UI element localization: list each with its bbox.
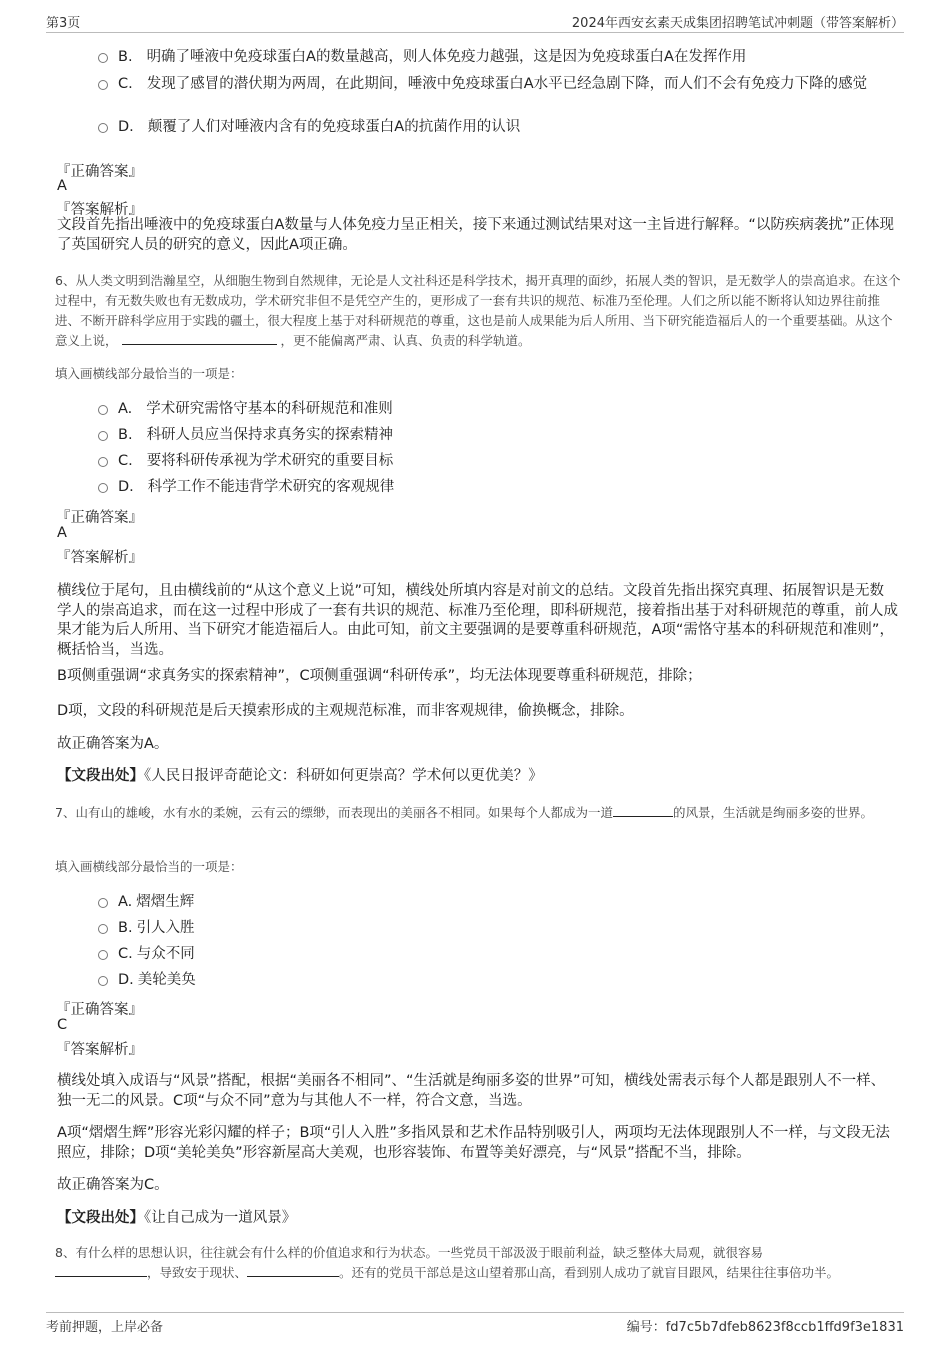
q7-answer-label: 『正确答案』 (56, 1002, 143, 1018)
q7-option-b[interactable]: B. 引人入胜 (98, 917, 900, 939)
q7-option-d[interactable]: D. 美轮美奂 (98, 969, 900, 991)
document-id: 编号：fd7c5b7dfeb8623f8ccb1ffd9f3e1831 (626, 1320, 904, 1335)
q5-option-c[interactable]: C. 发现了感冒的潜伏期为两周，在此期间，唾液中免疫球蛋白A水平已经急剧下降，而人们不会有免疫力下降的感觉 (98, 73, 900, 95)
q6-analysis-p4: 故正确答案为A。 (57, 736, 169, 752)
q7-answer: C (57, 1017, 68, 1033)
q5-answer: A (57, 178, 67, 194)
q6-analysis-p2: B项侧重强调“求真务实的探索精神”，C项侧重强调“科研传承”，均无法体现要尊重科研规范，排除； (57, 668, 702, 684)
radio-icon[interactable] (98, 53, 108, 63)
q5-answer-label: 『正确答案』 (56, 164, 143, 180)
q6-source: 【文段出处】《人民日报评奇葩论文：科研如何更崇高？学术何以更优美？》 (57, 768, 543, 784)
q6-analysis-p1: 横线位于尾句，且由横线前的“从这个意义上说”可知，横线处所填内容是对前文的总结。文段首先指出探究真理、拓展智识是无数学人的崇高追求，而在这一过程中形成了一套有共识的规范、标准乃至伦理，即科研规范，接着指出基于对科研规范的尊重，前人成果才能为后人所用、当下研究才能造福后人。由此可知，前文主要强调的是要尊重科研规范，A项“需恪守基本的科研规范和准则”，概括恰当，当选。 (57, 583, 898, 658)
q6-stem: 6、从人类文明到浩瀚星空，从细胞生物到自然规律，无论是人文社科还是科学技术，揭开真理的面纱，拓展人类的智识，是无数学人的崇高追求。在这个过程中，有无数失败也有无数成功，学术研究非但不是凭空产生的，更形成了一套有共识的规范、标准乃至伦理。人们之所以能不断将认知边界往前推进、不断开辟科学应用于实践的疆土，很大程度上基于对科研规范的尊重，这也是前人成果能为后人所用、当下研究能造福后人的一个重要基础。从这个意义上说， ，更不能偏离严肃、认真、负责的科学轨道。 (55, 273, 901, 348)
q7-option-a[interactable]: A. 熠熠生辉 (98, 891, 900, 913)
radio-icon[interactable] (98, 483, 108, 493)
q8-stem: 8、有什么样的思想认识，往往就会有什么样的价值追求和行为状态。一些党员干部汲汲于眼前利益，缺乏整体大局观，就很容易 ，导致安于现状、 。还有的党员干部总是这山望着那山高，看到别人成功了就盲目跟风，结果往往事倍功半。 (55, 1245, 840, 1280)
radio-icon[interactable] (98, 924, 108, 934)
page-number: 第3页 (46, 16, 81, 31)
q6-option-d[interactable]: D. 科学工作不能违背学术研究的客观规律 (98, 476, 900, 498)
q8-blank-2 (247, 1263, 339, 1277)
q6-prompt: 填入画横线部分最恰当的一项是： (55, 366, 243, 381)
document-title: 2024年西安玄素天成集团招聘笔试冲刺题（带答案解析） (571, 16, 904, 31)
q7-option-c[interactable]: C. 与众不同 (98, 943, 900, 965)
radio-icon[interactable] (98, 123, 108, 133)
q7-analysis-p1: 横线处填入成语与“风景”搭配，根据“美丽各不相同”、“生活就是绚丽多姿的世界”可知，横线处需表示每个人都是跟别人不一样、独一无二的风景。C项“与众不同”意为与其他人不一样，符合文意，当选。 (57, 1073, 886, 1109)
footer-slogan: 考前押题，上岸必备 (46, 1320, 164, 1335)
q7-blank (613, 803, 673, 817)
q7-stem: 7、山有山的雄峻，水有水的柔婉，云有云的缥缈，而表现出的美丽各不相同。如果每个人都成为一道 的风景，生活就是绚丽多姿的世界。 (55, 805, 873, 820)
q6-blank (122, 331, 277, 345)
q5-analysis-label: 『答案解析』 (56, 202, 143, 218)
radio-icon[interactable] (98, 950, 108, 960)
radio-icon[interactable] (98, 898, 108, 908)
q7-analysis-p3: 故正确答案为C。 (57, 1177, 169, 1193)
q6-analysis-p3: D项，文段的科研规范是后天摸索形成的主观规范标准，而非客观规律，偷换概念，排除。 (57, 703, 634, 719)
q7-source: 【文段出处】《让自己成为一道风景》 (57, 1210, 297, 1226)
q8-blank-1 (55, 1263, 147, 1277)
radio-icon[interactable] (98, 431, 108, 441)
q7-analysis-label: 『答案解析』 (56, 1042, 143, 1058)
page-header (46, 12, 904, 33)
q6-answer-label: 『正确答案』 (56, 510, 143, 526)
q6-option-b[interactable]: B. 科研人员应当保持求真务实的探索精神 (98, 424, 900, 446)
q6-option-c[interactable]: C. 要将科研传承视为学术研究的重要目标 (98, 450, 900, 472)
q5-option-d[interactable]: D. 颠覆了人们对唾液内含有的免疫球蛋白A的抗菌作用的认识 (98, 116, 900, 138)
page-footer (46, 1312, 904, 1336)
q5-option-b[interactable]: B. 明确了唾液中免疫球蛋白A的数量越高，则人体免疫力越强，这是因为免疫球蛋白A在发挥作用 (98, 46, 900, 68)
q6-answer: A (57, 525, 67, 541)
q5-analysis: 文段首先指出唾液中的免疫球蛋白A数量与人体免疫力呈正相关，接下来通过测试结果对这一主旨进行解释。“以防疾病袭扰”正体现了英国研究人员的研究的意义，因此A项正确。 (57, 217, 894, 253)
q7-prompt: 填入画横线部分最恰当的一项是： (55, 859, 243, 874)
radio-icon[interactable] (98, 976, 108, 986)
radio-icon[interactable] (98, 405, 108, 415)
q7-analysis-p2: A项“熠熠生辉”形容光彩闪耀的样子；B项“引人入胜”多指风景和艺术作品特别吸引人，两项均无法体现跟别人不一样，与文段无法照应，排除；D项“美轮美奂”形容新屋高大美观，也形容装饰、布置等美好漂亮，与“风景”搭配不当，排除。 (57, 1125, 890, 1161)
radio-icon[interactable] (98, 457, 108, 467)
radio-icon[interactable] (98, 80, 108, 90)
q6-option-a[interactable]: A. 学术研究需恪守基本的科研规范和准则 (98, 398, 900, 420)
q6-analysis-label: 『答案解析』 (56, 550, 143, 566)
